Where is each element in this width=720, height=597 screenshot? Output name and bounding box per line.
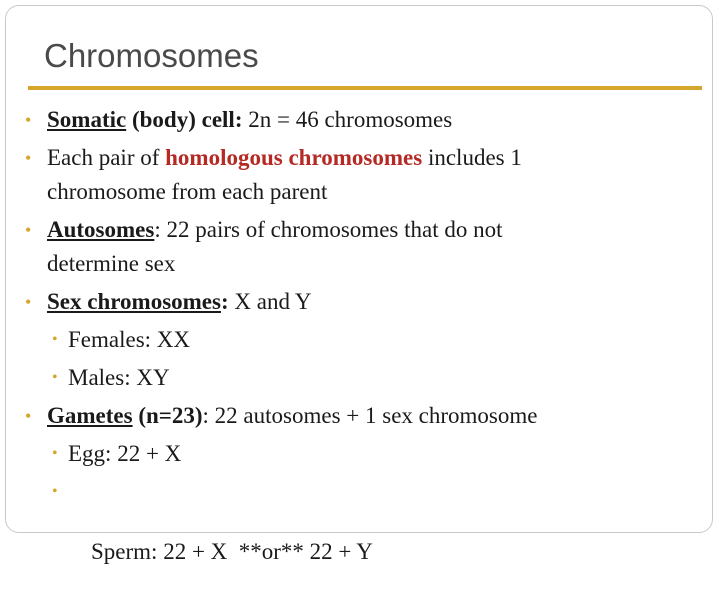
- term-autosomes: Autosomes: [47, 217, 155, 242]
- bullet-text: : 22 autosomes + 1 sex chromosome: [202, 403, 538, 428]
- bullet-text: : 22 pairs of chromosomes that do not: [154, 217, 503, 242]
- sub-bullet-females: [52, 325, 191, 355]
- term-sex-chromosomes: Sex chromosomes: [47, 289, 221, 314]
- term-body-cell: (body) cell:: [126, 107, 243, 132]
- sub-bullet-sperm: [52, 477, 373, 597]
- term-somatic: Somatic: [47, 107, 127, 132]
- bullet-homologous: [25, 143, 522, 173]
- bullet-icon: •: [52, 483, 58, 500]
- bullet-icon: •: [25, 406, 32, 426]
- bullet-sex-chromosomes: [25, 287, 312, 317]
- bullet-icon: •: [25, 220, 32, 240]
- sub-bullet-egg: [52, 439, 182, 469]
- term-n23: (n=23): [132, 403, 203, 428]
- sub-bullet-text: Egg: 22 + X: [68, 441, 182, 466]
- bullet-text-post: includes 1: [422, 145, 522, 170]
- term-gametes: Gametes: [47, 403, 133, 428]
- sub-bullet-text: Sperm: 22 + X **or** 22 + Y: [91, 539, 373, 564]
- bullet-homologous-continued: chromosome from each parent: [47, 179, 328, 204]
- bullet-autosomes: [25, 215, 503, 245]
- bullet-icon: •: [52, 331, 58, 348]
- bullet-icon: •: [25, 148, 32, 168]
- bullet-text: 2n = 46 chromosomes: [242, 107, 453, 132]
- sub-bullet-text: Females: XX: [68, 327, 191, 352]
- sub-bullet-males: [52, 363, 170, 393]
- title-divider: [28, 86, 702, 90]
- sub-bullet-text: Males: XY: [68, 365, 170, 390]
- bullet-autosomes-continued: determine sex: [47, 251, 176, 276]
- bullet-icon: •: [25, 292, 32, 312]
- bullet-text: X and Y: [228, 289, 312, 314]
- bullet-icon: •: [52, 369, 58, 386]
- bullet-somatic-cell: [25, 105, 453, 135]
- slide-title: Chromosomes: [44, 37, 259, 74]
- term-colon: :: [220, 289, 229, 314]
- bullet-text-pre: Each pair of: [47, 145, 166, 170]
- bullet-icon: •: [25, 110, 32, 130]
- term-homologous-chromosomes: homologous chromosomes: [165, 145, 423, 170]
- bullet-icon: •: [52, 445, 58, 462]
- bullet-gametes: [25, 401, 538, 431]
